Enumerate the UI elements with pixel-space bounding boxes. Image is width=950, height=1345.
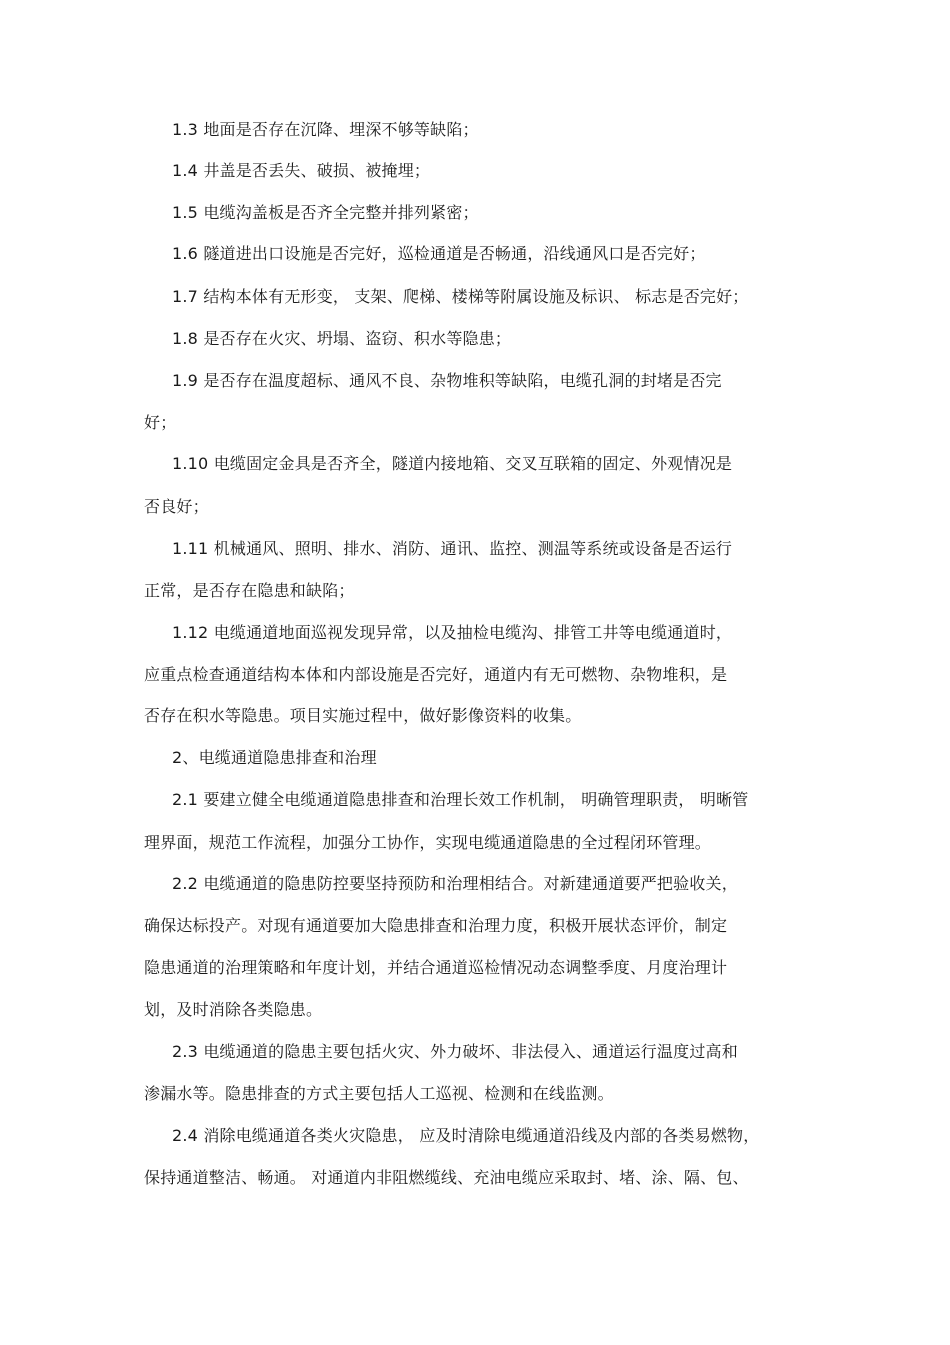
section-2-heading: 2、电缆通道隐患排查和治理 [172,748,377,767]
clause-1-5: 1.5 电缆沟盖板是否齐全完整并排列紧密； [172,203,479,222]
clause-1-4: 1.4 井盖是否丢失、破损、被掩埋； [172,161,431,180]
clause-1-12-cont-1: 应重点检查通道结构本体和内部设施是否完好，通道内有无可燃物、杂物堆积，是 [144,665,728,684]
clause-2-2: 2.2 电缆通道的隐患防控要坚持预防和治理相结合。对新建通道要严把验收关， [172,874,738,893]
clause-2-3: 2.3 电缆通道的隐患主要包括火灾、外力破坏、非法侵入、通道运行温度过高和 [172,1042,738,1061]
clause-1-12-cont-2: 否存在积水等隐患。项目实施过程中，做好影像资料的收集。 [144,706,582,725]
clause-1-7: 1.7 结构本体有无形变， 支架、爬梯、楼梯等附属设施及标识、 标志是否完好； [172,287,749,306]
clause-2-2-cont-1: 确保达标投产。对现有通道要加大隐患排查和治理力度，积极开展状态评价，制定 [144,916,728,935]
clause-1-8: 1.8 是否存在火灾、坍塌、盗窃、积水等隐患； [172,329,512,348]
clause-1-12: 1.12 电缆通道地面巡视发现异常，以及抽检电缆沟、排管工井等电缆通道时， [172,623,733,642]
clause-2-1: 2.1 要建立健全电缆通道隐患排查和治理长效工作机制， 明确管理职责， 明晰管 [172,790,749,809]
clause-2-1-cont: 理界面，规范工作流程，加强分工协作，实现电缆通道隐患的全过程闭环管理。 [144,833,712,852]
clause-1-11-cont: 正常，是否存在隐患和缺陷； [144,581,355,600]
clause-2-2-cont-2: 隐患通道的治理策略和年度计划，并结合通道巡检情况动态调整季度、月度治理计 [144,958,728,977]
clause-1-11: 1.11 机械通风、照明、排水、消防、通讯、监控、测温等系统或设备是否运行 [172,539,733,558]
clause-2-2-cont-3: 划，及时消除各类隐患。 [144,1000,323,1019]
clause-1-9: 1.9 是否存在温度超标、通风不良、杂物堆积等缺陷，电缆孔洞的封堵是否完 [172,371,722,390]
clause-1-10: 1.10 电缆固定金具是否齐全，隧道内接地箱、交叉互联箱的固定、外观情况是 [172,454,733,473]
clause-1-3: 1.3 地面是否存在沉降、埋深不够等缺陷； [172,120,479,139]
clause-1-9-cont: 好； [144,413,177,432]
clause-1-10-cont: 否良好； [144,497,209,516]
clause-2-4-cont: 保持通道整洁、畅通。 对通道内非阻燃缆线、充油电缆应采取封、堵、涂、隔、包、 [144,1168,749,1187]
clause-2-3-cont: 渗漏水等。隐患排查的方式主要包括人工巡视、检测和在线监测。 [144,1084,614,1103]
clause-2-4: 2.4 消除电缆通道各类火灾隐患， 应及时清除电缆通道沿线及内部的各类易燃物， [172,1126,760,1145]
clause-1-6: 1.6 隧道进出口设施是否完好，巡检通道是否畅通，沿线通风口是否完好； [172,244,706,263]
